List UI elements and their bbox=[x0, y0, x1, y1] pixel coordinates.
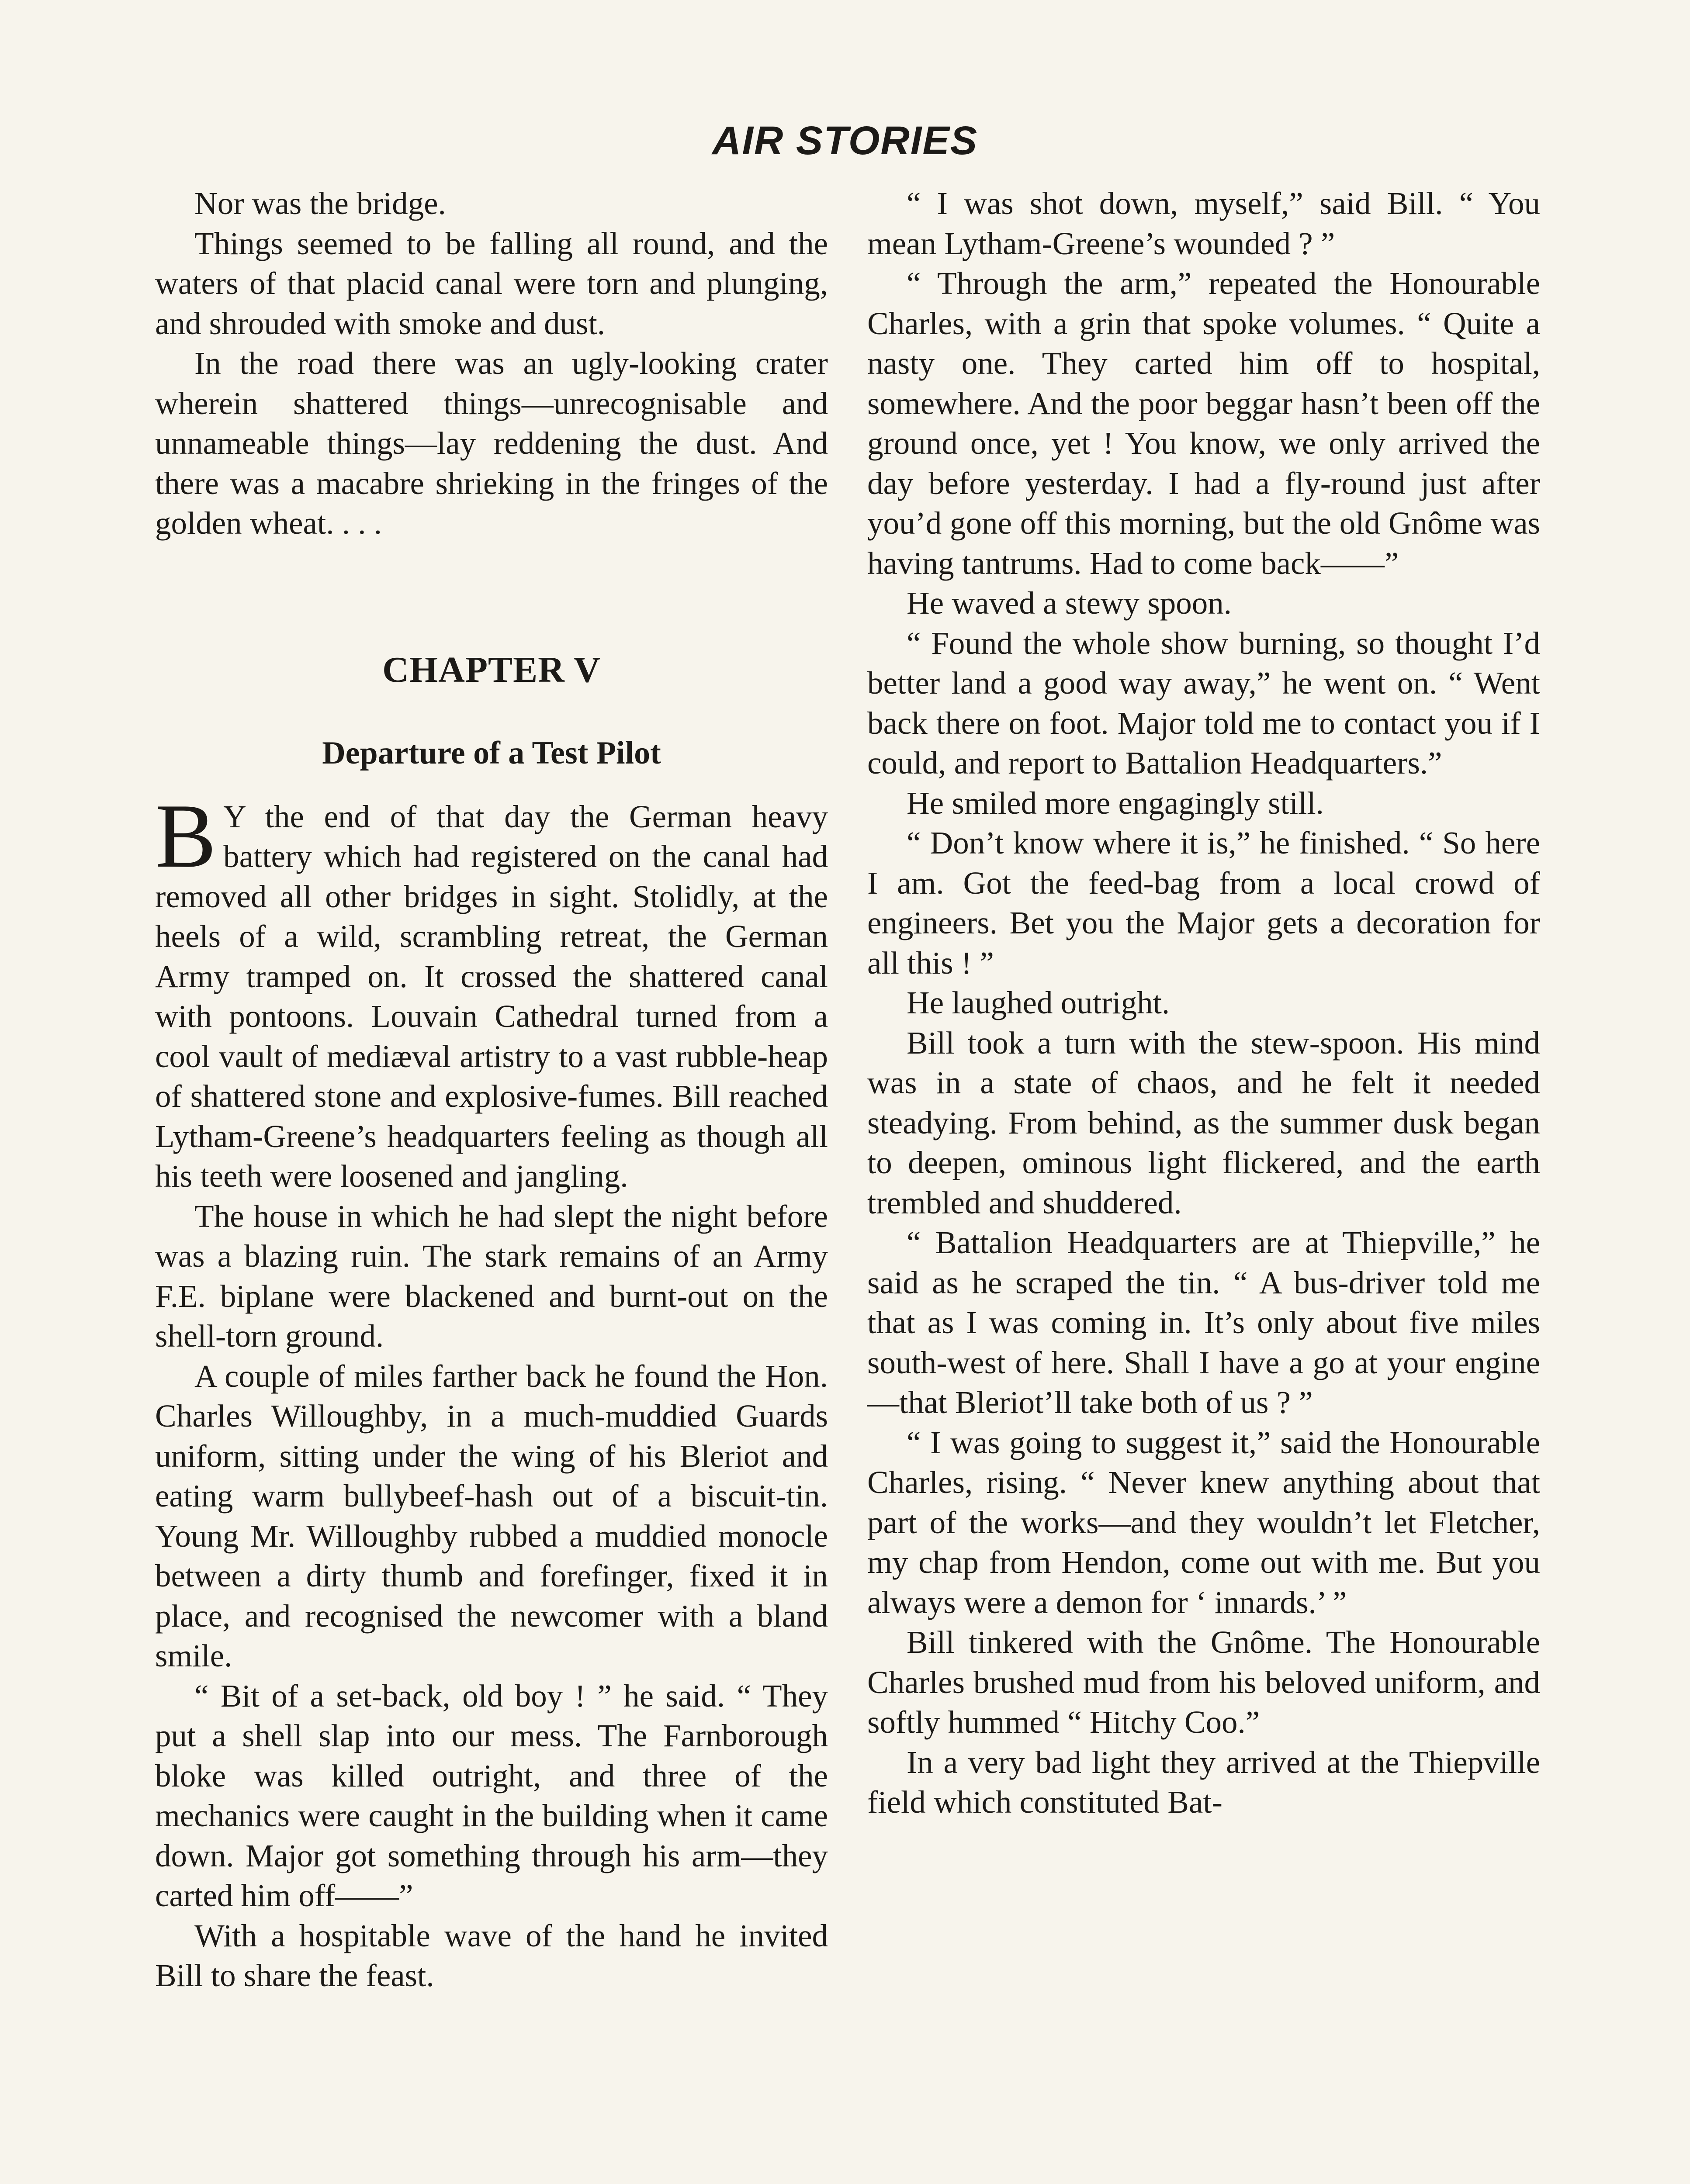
left-column bbox=[155, 183, 828, 1996]
chapter-title: CHAPTER V bbox=[382, 649, 601, 690]
paragraph: “ I was shot down, myself,” said Bill. “ You mean Lytham-Greene’s wounded ? ” bbox=[867, 186, 1540, 261]
paragraph: “ Don’t know where it is,” he finished. “ So here I am. Got the feed-bag from a local crowd of engineers. Bet you the Major gets a decoration for all this ! ” bbox=[867, 825, 1540, 981]
paragraph: “ I was going to suggest it,” said the Honourable Charles, rising. “ Never knew anything about that part of the works—and they wouldn’t let Fletcher, my chap from Hendon, come out with me. But you always were a demon for ‘ innards.’ ” bbox=[867, 1424, 1540, 1620]
paragraph: Things seemed to be falling all round, and the waters of that placid canal were torn and plunging, and shrouded with smoke and dust. bbox=[155, 225, 828, 341]
paragraph: Bill tinkered with the Gnôme. The Honourable Charles brushed mud from his beloved uniform, and softly hummed “ Hitchy Coo.” bbox=[867, 1624, 1540, 1740]
paragraph: “ Found the whole show burning, so thought I’d better land a good way away,” he went on. “ Went back there on foot. Major told me to contact you if I could, and report to Battalion Headquarters.” bbox=[867, 625, 1540, 781]
paragraph: He waved a stewy spoon. bbox=[907, 585, 1232, 621]
opening-text: Y the end of that day the German heavy battery which had registered on the canal had removed all other bridges in sight. Stolidly, at the heels of a wild, scrambling retreat, the German Army tramped on. It crossed the shattered canal with pontoons. Louvain Cathedral turned from a cool vault of mediæval artistry to a vast rubble-heap of shattered stone and explosive-fumes. Bill reached Lytham-Greene’s headquarters feeling as though all his teeth were loosened and jangling. bbox=[155, 798, 828, 1194]
paragraph: With a hospitable wave of the hand he invited Bill to share the feast. bbox=[155, 1918, 828, 1993]
right-column bbox=[867, 183, 1540, 1822]
paragraph: He laughed outright. bbox=[907, 985, 1170, 1020]
paragraph: “ Through the arm,” repeated the Honourable Charles, with a grin that spoke volumes. “ Quite a nasty one. They carted him off to hospital, somewhere. And the poor beggar hasn’t been off the ground once, yet ! You know, we only arrived the day before yesterday. I had a fly-round just after you’d gone off this morning, but the old Gnôme was having tantrums. Had to come back——” bbox=[867, 266, 1540, 581]
paragraph: “ Battalion Headquarters are at Thiepville,” he said as he scraped the tin. “ A bus-driver told me that as I was coming in. It’s only about five miles south-west of here. Shall I have a go at your engine—that Bleriot’ll take both of us ? ” bbox=[867, 1225, 1540, 1420]
paragraph: He smiled more engagingly still. bbox=[907, 785, 1324, 821]
chapter-opening-paragraph bbox=[155, 785, 828, 1196]
paragraph: The house in which he had slept the night before was a blazing ruin. The stark remains of an Army F.E. biplane were blackened and burnt-out on the shell-torn ground. bbox=[155, 1198, 828, 1354]
paragraph: Nor was the bridge. bbox=[194, 186, 446, 221]
paragraph: In the road there was an ugly-looking crater wherein shattered things—unrecognisable and unnameable things—lay reddening the dust. And there was a macabre shrieking in the fringes of the golden wheat. . . . bbox=[155, 346, 828, 541]
paragraph: A couple of miles farther back he found the Hon. Charles Willoughby, in a much-muddied Guards uniform, sitting under the wing of his Bleriot and eating warm bullybeef-hash out of a biscuit-tin. Young Mr. Willoughby rubbed a muddied monocle between a dirty thumb and forefinger, fixed it in place, and recognised the newcomer with a bland smile. bbox=[155, 1358, 828, 1673]
paragraph: Bill took a turn with the stew-spoon. His mind was in a state of chaos, and he felt it needed steadying. From behind, as the summer dusk began to deepen, ominous light flickered, and the earth trembled and shuddered. bbox=[867, 1025, 1540, 1220]
paragraph: In a very bad light they arrived at the Thiepville field which constituted Bat- bbox=[867, 1744, 1540, 1820]
paragraph: “ Bit of a set-back, old boy ! ” he said. “ They put a shell slap into our mess. The Farnborough bloke was killed outright, and three of the mechanics were caught in the building when it came down. Major got something through his arm—they carted him off——” bbox=[155, 1678, 828, 1913]
drop-cap: B bbox=[155, 785, 217, 887]
chapter-subtitle: Departure of a Test Pilot bbox=[322, 735, 661, 771]
running-title: AIR STORIES bbox=[712, 118, 978, 163]
